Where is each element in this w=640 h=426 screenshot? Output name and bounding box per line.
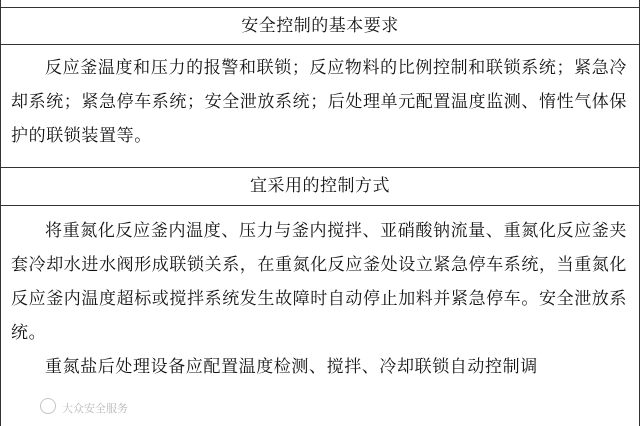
section-header-control-methods: 宜采用的控制方式 xyxy=(1,168,639,206)
section-body-control-methods xyxy=(1,206,639,384)
section-header-basic-requirements: 安全控制的基本要求 xyxy=(1,8,639,45)
watermark-text: 大众安全服务 xyxy=(62,402,128,415)
basic-requirements-paragraph: 反应釜温度和压力的报警和联锁；反应物料的比例控制和联锁系统；紧急冷却系统；紧急停车系统；安全泄放系统；后处理单元配置温度监测、惰性气体保护的联锁装置等。 xyxy=(11,58,627,146)
watermark-logo-icon xyxy=(40,398,56,414)
control-methods-paragraph-2: 重氮盐后处理设备应配置温度检测、搅拌、冷却联锁自动控制调 xyxy=(45,357,538,377)
section-body-basic-requirements xyxy=(1,45,639,168)
control-methods-paragraph-1: 将重氮化反应釜内温度、压力与釜内搅拌、亚硝酸钠流量、重氮化反应釜夹套冷却水进水阀形成联锁关系，在重氮化反应釜处设立紧急停车系统，当重氮化反应釜内温度超标或搅拌系统发生故障时自动停止加料并紧急停车。安全泄放系统。 xyxy=(11,221,627,343)
table-top-border xyxy=(1,0,639,8)
